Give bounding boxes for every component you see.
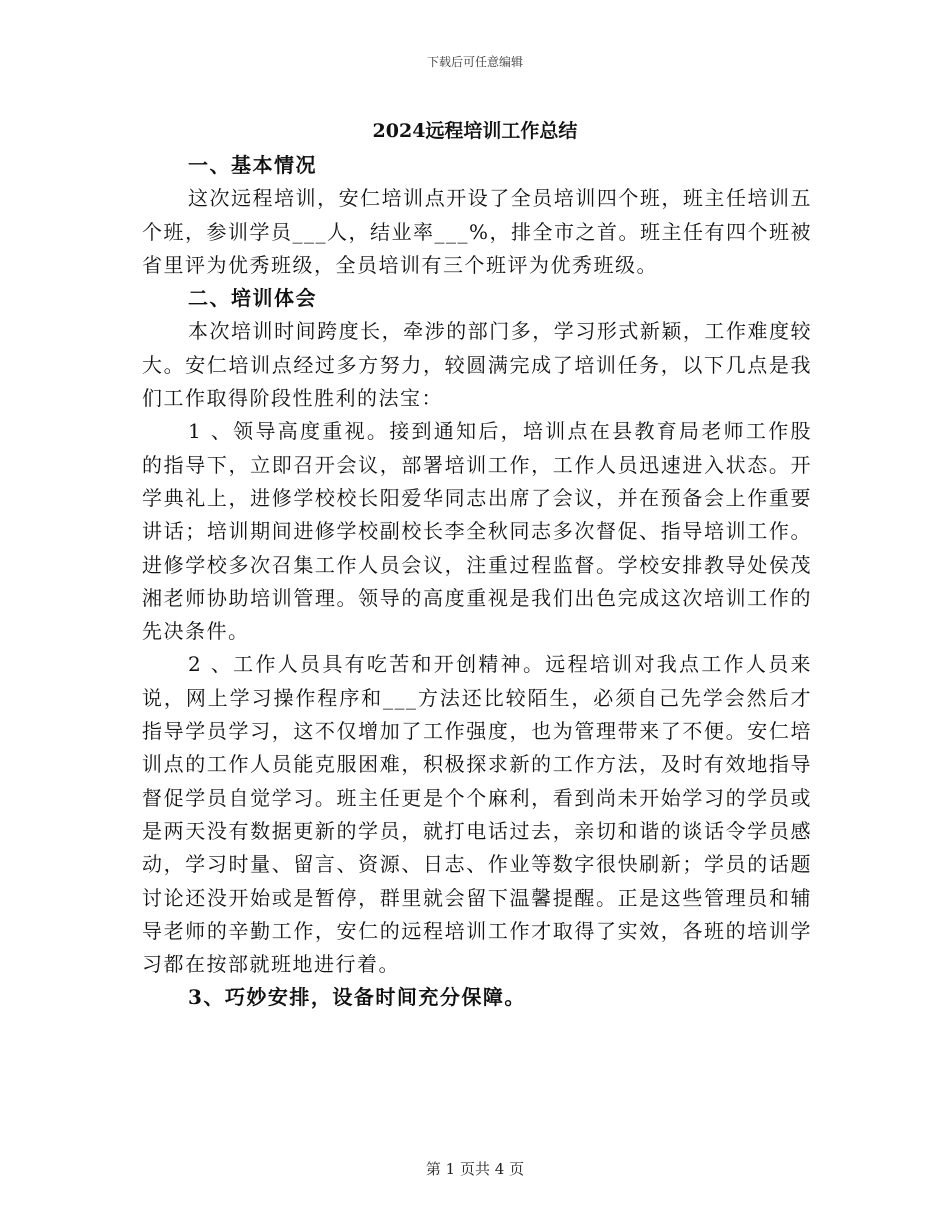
paragraph-item-1-leadership: 1 、领导高度重视。接到通知后，培训点在县教育局老师工作股的指导下，立即召开会议，部署培训工作，工作人员迅速进入状态。开学典礼上，进修学校校长阳爱华同志出席了会议，并在预备会上作重要讲话；培训期间进修学校副校长李全秋同志多次督促、指导培训工作。进修学校多次召集工作人员会议，注重过程监督。学校安排教导处侯茂湘老师协助培训管理。领导的高度重视是我们出色完成这次培训工作的先决条件。: [142, 419, 812, 644]
page-footer: 第 1 页共 4 页: [425, 1160, 525, 1178]
item-3-title: 3、巧妙安排，设备时间充分保障。: [188, 985, 526, 1010]
paragraph-basic-situation: 这次远程培训，安仁培训点开设了全员培训四个班，班主任培训五个班，参训学员___人，结业率___%，排全市之首。班主任有四个班被省里评为优秀班级，全员培训有三个班评为优秀班级。: [142, 186, 813, 277]
section-heading-basic-situation: 一、基本情况: [188, 153, 317, 177]
paragraph-item-2-staff: 2 、工作人员具有吃苦和开创精神。远程培训对我点工作人员来说，网上学习操作程序和___方法还比较陌生，必须自己先学会然后才指导学员学习，这不仅增加了工作强度，也为管理带来了不便。安仁培训点的工作人员能克服困难，积极探求新的工作方法，及时有效地指导督促学员自觉学习。班主任更是个个麻利，看到尚未开始学习的学员或是两天没有数据更新的学员，就打电话过去，亲切和谐的谈话令学员感动，学习时量、留言、资源、日志、作业等数字很快刷新；学员的话题讨论还没开始或是暂停，群里就会留下温馨提醒。正是这些管理员和辅导老师的辛勤工作，安仁的远程培训工作才取得了实效，各班的培训学习都在按部就班地进行着。: [142, 652, 812, 977]
document-title: 2024远程培训工作总结: [372, 120, 578, 142]
section-heading-training-experience: 二、培训体会: [188, 286, 317, 311]
header-note: 下载后可任意编辑: [426, 55, 523, 69]
document-body: [142, 149, 812, 1015]
paragraph-training-intro: 本次培训时间跨度长，牵涉的部门多，学习形式新颖，工作难度较大。安仁培训点经过多方努力，较圆满完成了培训任务，以下几点是我们工作取得阶段性胜利的法宝：: [142, 319, 812, 411]
